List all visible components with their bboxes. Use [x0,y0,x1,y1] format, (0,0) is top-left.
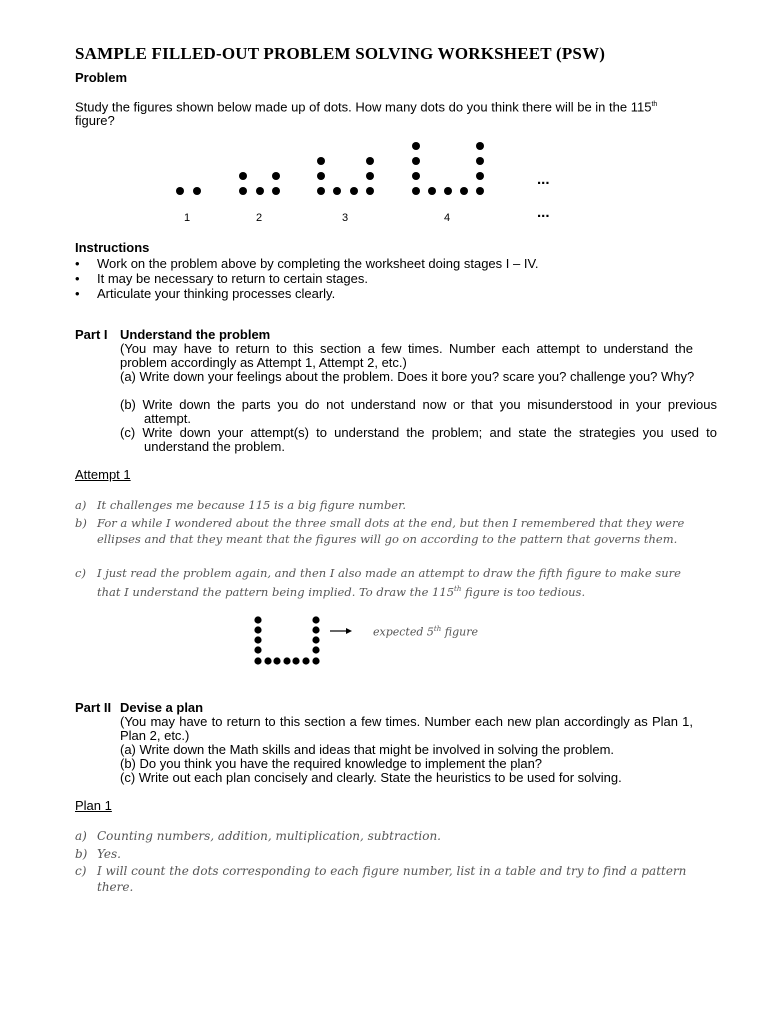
problem-text-line1: Study the figures shown below made up of dots. How many dots do you think there will be in the 115 [75,99,652,115]
item-text-part: I just read the problem again, and then I also made an attempt to draw the fifth figure to make sure that I understand the pattern being implied. To draw the 115 [97,566,681,599]
part1-item-c: (c) Write down your attempt(s) to understand the problem; and state the strategies you used to understand the problem. [120,425,717,454]
ellipsis-top: ... [537,171,550,188]
item-text [97,565,695,600]
part1-item-a: (a) Write down your feelings about the problem. Does it bore you? scare you? challenge you? Why? [120,369,695,384]
instruction-item [75,271,368,286]
item-letter: a) [75,829,87,843]
instruction-item [75,286,335,301]
bullet-icon: • [75,256,80,271]
bullet-icon: • [75,286,80,301]
item-text: Counting numbers, addition, multiplication, subtraction. [97,829,441,843]
instruction-item [75,256,539,271]
item-text: I will count the dots corresponding to each figure number, list in a table and try to find a pattern there. [97,864,687,894]
part2-title: Devise a plan [120,700,204,715]
item-text: Yes. [97,847,121,861]
figure-label-1: 1 [183,212,191,224]
part1-intro: (You may have to return to this section a few times. Number each attempt to understand the problem accordingly as Attempt 1, Attempt 2, etc.) [120,341,693,370]
plan1-heading: Plan 1 [75,798,112,813]
problem-heading: Problem [75,70,128,85]
part1-label: Part I [75,327,108,342]
part2-item-c: (c) Write out each plan concisely and clearly. State the heuristics to be used for solving. [120,770,622,785]
item-letter: b) [75,847,88,861]
ellipsis-bottom: ... [537,204,550,221]
item-text: It challenges me because 115 is a big figure number. [97,498,406,512]
figure-4-dots [412,142,484,195]
fig-label-end: figure [441,625,478,639]
figure-label-3: 3 [341,212,349,224]
figure-1-dots [176,187,201,195]
item-letter: c) [75,864,87,878]
part2-intro: (You may have to return to this section a few times. Number each new plan accordingly as Plan 1, Plan 2, etc.) [120,714,693,743]
problem-sup: th [651,101,658,108]
part1-item-b: (b) Write down the parts you do not understand now or that you misunderstood in your previous attempt. [120,397,717,426]
figure-2-dots [239,172,280,195]
part2-item-b: (b) Do you think you have the required knowledge to implement the plan? [120,756,543,771]
fifth-figure-bottom-row [264,657,309,664]
figure-3-dots [317,157,374,195]
item-letter: c) [75,566,86,580]
dot-figures [160,132,580,232]
attempt1-heading: Attempt 1 [75,467,131,482]
item-text: For a while I wondered about the three small dots at the end, but then I remembered that they were ellipses and that they meant that the figures will go on according to the pattern that governs them. [97,516,685,546]
fig-label-text: expected 5 [373,625,434,639]
figure-label-2: 2 [255,212,263,224]
instruction-text: Work on the problem above by completing the worksheet doing stages I – IV. [97,256,539,271]
item-letter: a) [75,498,87,512]
figure-label-4: 4 [443,212,451,224]
instruction-text: Articulate your thinking processes clearly. [97,286,336,301]
part2-label: Part II [75,700,112,715]
problem-text [75,98,715,128]
fifth-figure-left-column [254,616,261,664]
arrow-right-icon [330,628,352,634]
bullet-icon: • [75,271,80,286]
fig-label-sup: th [433,625,442,633]
instruction-text: It may be necessary to return to certain stages. [97,271,368,286]
part1-title: Understand the problem [120,327,271,342]
problem-text-line2: figure? [75,113,115,129]
item-letter: b) [75,516,87,530]
item-sup: th [454,585,462,593]
fifth-figure-label [373,621,478,641]
fifth-figure-right-column [312,616,319,664]
fifth-figure-dots [248,612,368,672]
instructions-heading: Instructions [75,240,150,255]
item-text-part: figure is too tedious. [461,584,586,599]
part2-item-a: (a) Write down the Math skills and ideas that might be involved in solving the problem. [120,742,615,757]
worksheet-title: SAMPLE FILLED-OUT PROBLEM SOLVING WORKSHEET (PSW) [75,44,606,63]
